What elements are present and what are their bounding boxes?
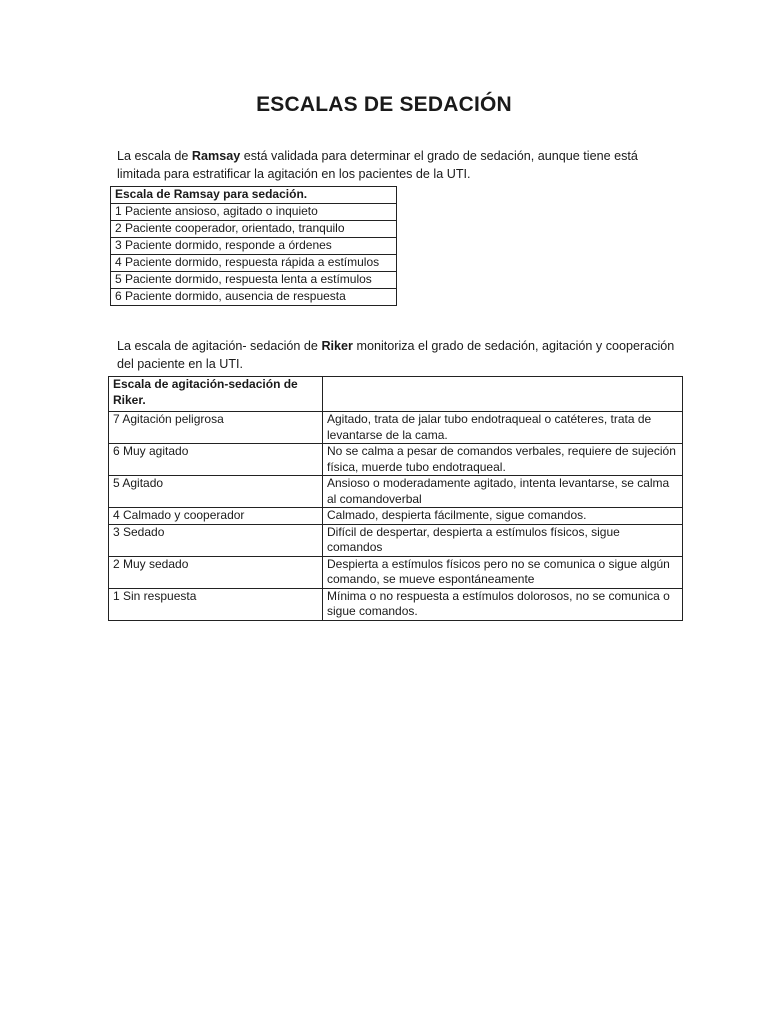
riker-intro-text-end: monitoriza el grado de sedación, agitación y cooperación del paciente en la UTI. — [117, 338, 675, 371]
ramsay-table — [110, 186, 397, 306]
table-row — [109, 444, 683, 476]
riker-table-header-empty — [323, 377, 683, 412]
table-row — [109, 524, 683, 556]
riker-desc-2: Despierta a estímulos físicos pero no se comunica o sigue algún comando, se mueve espontáneamente — [323, 556, 683, 588]
ramsay-name: Ramsay — [191, 148, 241, 163]
ramsay-level-6: 6 Paciente dormido, ausencia de respuesta — [111, 289, 397, 306]
riker-desc-3: Difícil de despertar, despierta a estímulos físicos, sigue comandos — [323, 524, 683, 556]
riker-desc-5: Ansioso o moderadamente agitado, intenta levantarse, se calma al comandoverbal — [323, 476, 683, 508]
riker-level-1: 1 Sin respuesta — [109, 588, 323, 620]
ramsay-intro-text-start: La escala de — [117, 148, 192, 163]
ramsay-level-4: 4 Paciente dormido, respuesta rápida a estímulos — [111, 255, 397, 272]
ramsay-level-3: 3 Paciente dormido, responde a órdenes — [111, 238, 397, 255]
riker-desc-4: Calmado, despierta fácilmente, sigue comandos. — [323, 508, 683, 525]
riker-level-7: 7 Agitación peligrosa — [109, 412, 323, 444]
ramsay-table-header: Escala de Ramsay para sedación. — [111, 187, 397, 204]
riker-table — [108, 376, 683, 621]
riker-level-3: 3 Sedado — [109, 524, 323, 556]
table-row — [109, 377, 683, 412]
table-row — [111, 187, 397, 204]
riker-intro-text-start: La escala de agitación- sedación de — [117, 338, 322, 353]
riker-level-5: 5 Agitado — [109, 476, 323, 508]
riker-desc-7: Agitado, trata de jalar tubo endotraqueal o catéteres, trata de levantarse de la cama. — [323, 412, 683, 444]
table-row — [111, 272, 397, 289]
table-row — [109, 476, 683, 508]
table-row — [111, 221, 397, 238]
riker-level-4: 4 Calmado y cooperador — [109, 508, 323, 525]
ramsay-level-1: 1 Paciente ansioso, agitado o inquieto — [111, 204, 397, 221]
riker-intro-paragraph — [117, 337, 677, 373]
riker-table-header: Escala de agitación-sedación de Riker. — [109, 377, 323, 412]
table-row — [109, 508, 683, 525]
riker-level-6: 6 Muy agitado — [109, 444, 323, 476]
ramsay-level-2: 2 Paciente cooperador, orientado, tranquilo — [111, 221, 397, 238]
table-row — [111, 255, 397, 272]
riker-desc-6: No se calma a pesar de comandos verbales, requiere de sujeción física, muerde tubo endotraqueal. — [323, 444, 683, 476]
riker-desc-1: Mínima o no respuesta a estímulos dolorosos, no se comunica o sigue comandos. — [323, 588, 683, 620]
table-row — [109, 556, 683, 588]
table-row — [111, 289, 397, 306]
table-row — [109, 412, 683, 444]
table-row — [111, 204, 397, 221]
riker-level-2: 2 Muy sedado — [109, 556, 323, 588]
ramsay-level-5: 5 Paciente dormido, respuesta lenta a estímulos — [111, 272, 397, 289]
ramsay-intro-text-end: está validada para determinar el grado de sedación, aunque tiene está limitada para estratificar la agitación en los pacientes de la UTI. — [117, 148, 638, 181]
table-row — [111, 238, 397, 255]
table-row — [109, 588, 683, 620]
page-title: ESCALAS DE SEDACIÓN — [256, 93, 512, 116]
ramsay-intro-paragraph — [117, 147, 677, 183]
riker-name: Riker — [321, 338, 353, 353]
